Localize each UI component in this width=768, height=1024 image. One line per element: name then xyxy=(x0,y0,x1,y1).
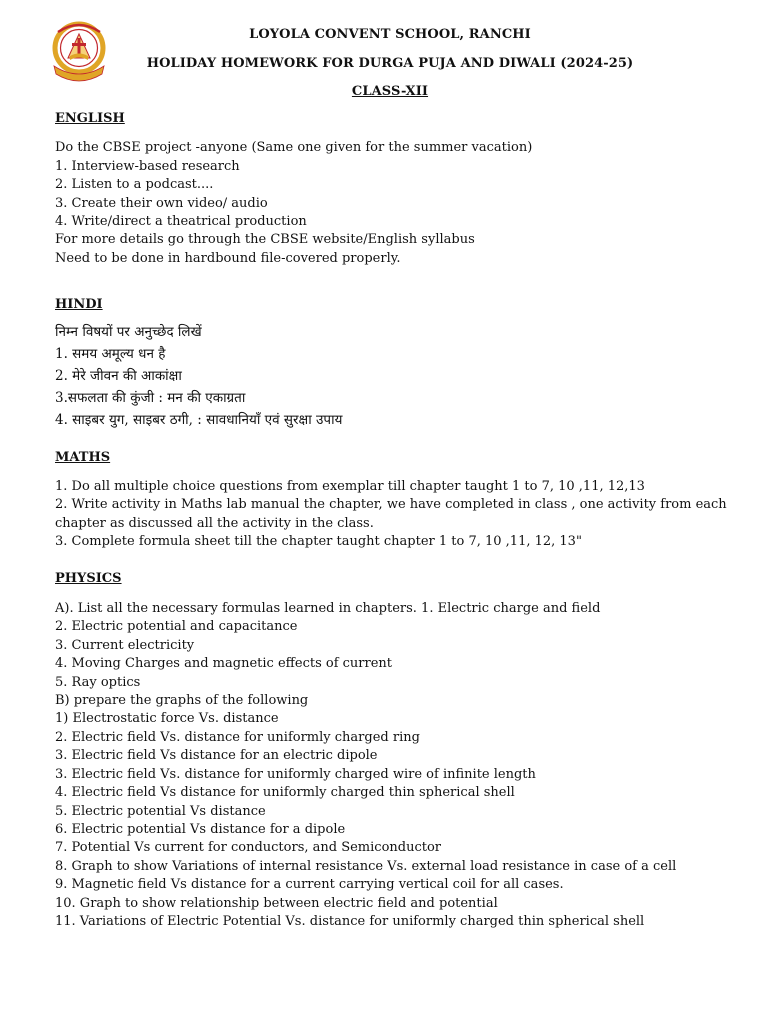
maths-line: 1. Do all multiple choice questions from exemplar till chapter taught 1 to 7, 10 ,11, 12,13 xyxy=(55,479,645,495)
physics-line: 7. Potential Vs current for conductors, and Semiconductor xyxy=(55,840,442,856)
physics-line: 1) Electrostatic force Vs. distance xyxy=(55,711,279,727)
physics-line: B) prepare the graphs of the following xyxy=(55,693,309,709)
physics-line: A). List all the necessary formulas learned in chapters. 1. Electric charge and field xyxy=(55,601,601,617)
hindi-line: 4. साइबर युग, साइबर ठगी, : सावधानियाँ एवं सुरक्षा उपाय xyxy=(55,412,343,429)
physics-line: 10. Graph to show relationship between electric field and potential xyxy=(55,895,498,911)
english-line: Do the CBSE project -anyone (Same one given for the summer vacation) xyxy=(55,140,533,156)
english-line: 4. Write/direct a theatrical production xyxy=(55,214,307,230)
hindi-line: निम्न विषयों पर अनुच्छेद लिखें xyxy=(55,323,202,340)
hindi-list xyxy=(55,321,745,432)
hindi-line: 2. मेरे जीवन की आकांक्षा xyxy=(55,368,182,385)
physics-line: 5. Ray optics xyxy=(55,674,141,690)
physics-line: 3. Electric field Vs distance for an electric dipole xyxy=(55,748,378,764)
english-line: For more details go through the CBSE website/English syllabus xyxy=(55,232,475,248)
physics-heading: PHYSICS xyxy=(55,570,122,586)
physics-list xyxy=(55,600,745,931)
physics-line: 3. Current electricity xyxy=(55,637,195,653)
physics-line: 11. Variations of Electric Potential Vs. distance for uniformly charged thin spherical shell xyxy=(55,913,645,929)
maths-heading: MATHS xyxy=(55,449,111,465)
english-line: Need to be done in hardbound file-covered properly. xyxy=(55,250,401,266)
english-list xyxy=(55,139,745,268)
maths-list xyxy=(55,478,745,552)
english-heading: ENGLISH xyxy=(55,111,125,126)
physics-line: 2. Electric field Vs. distance for uniformly charged ring xyxy=(55,729,420,745)
physics-line: 9. Magnetic field Vs distance for a current carrying vertical coil for all cases. xyxy=(55,877,564,893)
maths-line: 3. Complete formula sheet till the chapter taught chapter 1 to 7, 10 ,11, 12, 13" xyxy=(55,534,582,550)
school-name: LOYOLA CONVENT SCHOOL, RANCHI xyxy=(249,27,531,42)
physics-line: 3. Electric field Vs. distance for uniformly charged wire of infinite length xyxy=(55,766,536,782)
hindi-line: 1. समय अमूल्य धन है xyxy=(55,345,166,362)
physics-line: 8. Graph to show Variations of internal resistance Vs. external load resistance in case of a cell xyxy=(55,858,677,874)
homework-content xyxy=(55,110,745,931)
hindi-line: 3.सफलता की कुंजी : मन की एकाग्रता xyxy=(55,390,246,407)
physics-line: 6. Electric potential Vs distance for a dipole xyxy=(55,821,346,837)
english-line: 3. Create their own video/ audio xyxy=(55,195,268,211)
physics-line: 4. Moving Charges and magnetic effects of current xyxy=(55,656,393,672)
english-line: 2. Listen to a podcast.... xyxy=(55,177,214,193)
maths-line: 2. Write activity in Maths lab manual the chapter, we have completed in class , one activity from each chapter as discussed all the activity in the class. xyxy=(55,497,727,531)
physics-line: 5. Electric potential Vs distance xyxy=(55,803,266,819)
physics-line: 4. Electric field Vs distance for uniformly charged thin spherical shell xyxy=(55,785,515,801)
english-line: 1. Interview-based research xyxy=(55,158,240,174)
class-label: CLASS-XII xyxy=(351,84,429,99)
physics-line: 2. Electric potential and capacitance xyxy=(55,619,298,635)
hindi-heading: HINDI xyxy=(55,297,103,313)
document-title: HOLIDAY HOMEWORK FOR DURGA PUJA AND DIWALI (2024-25) xyxy=(146,56,634,71)
